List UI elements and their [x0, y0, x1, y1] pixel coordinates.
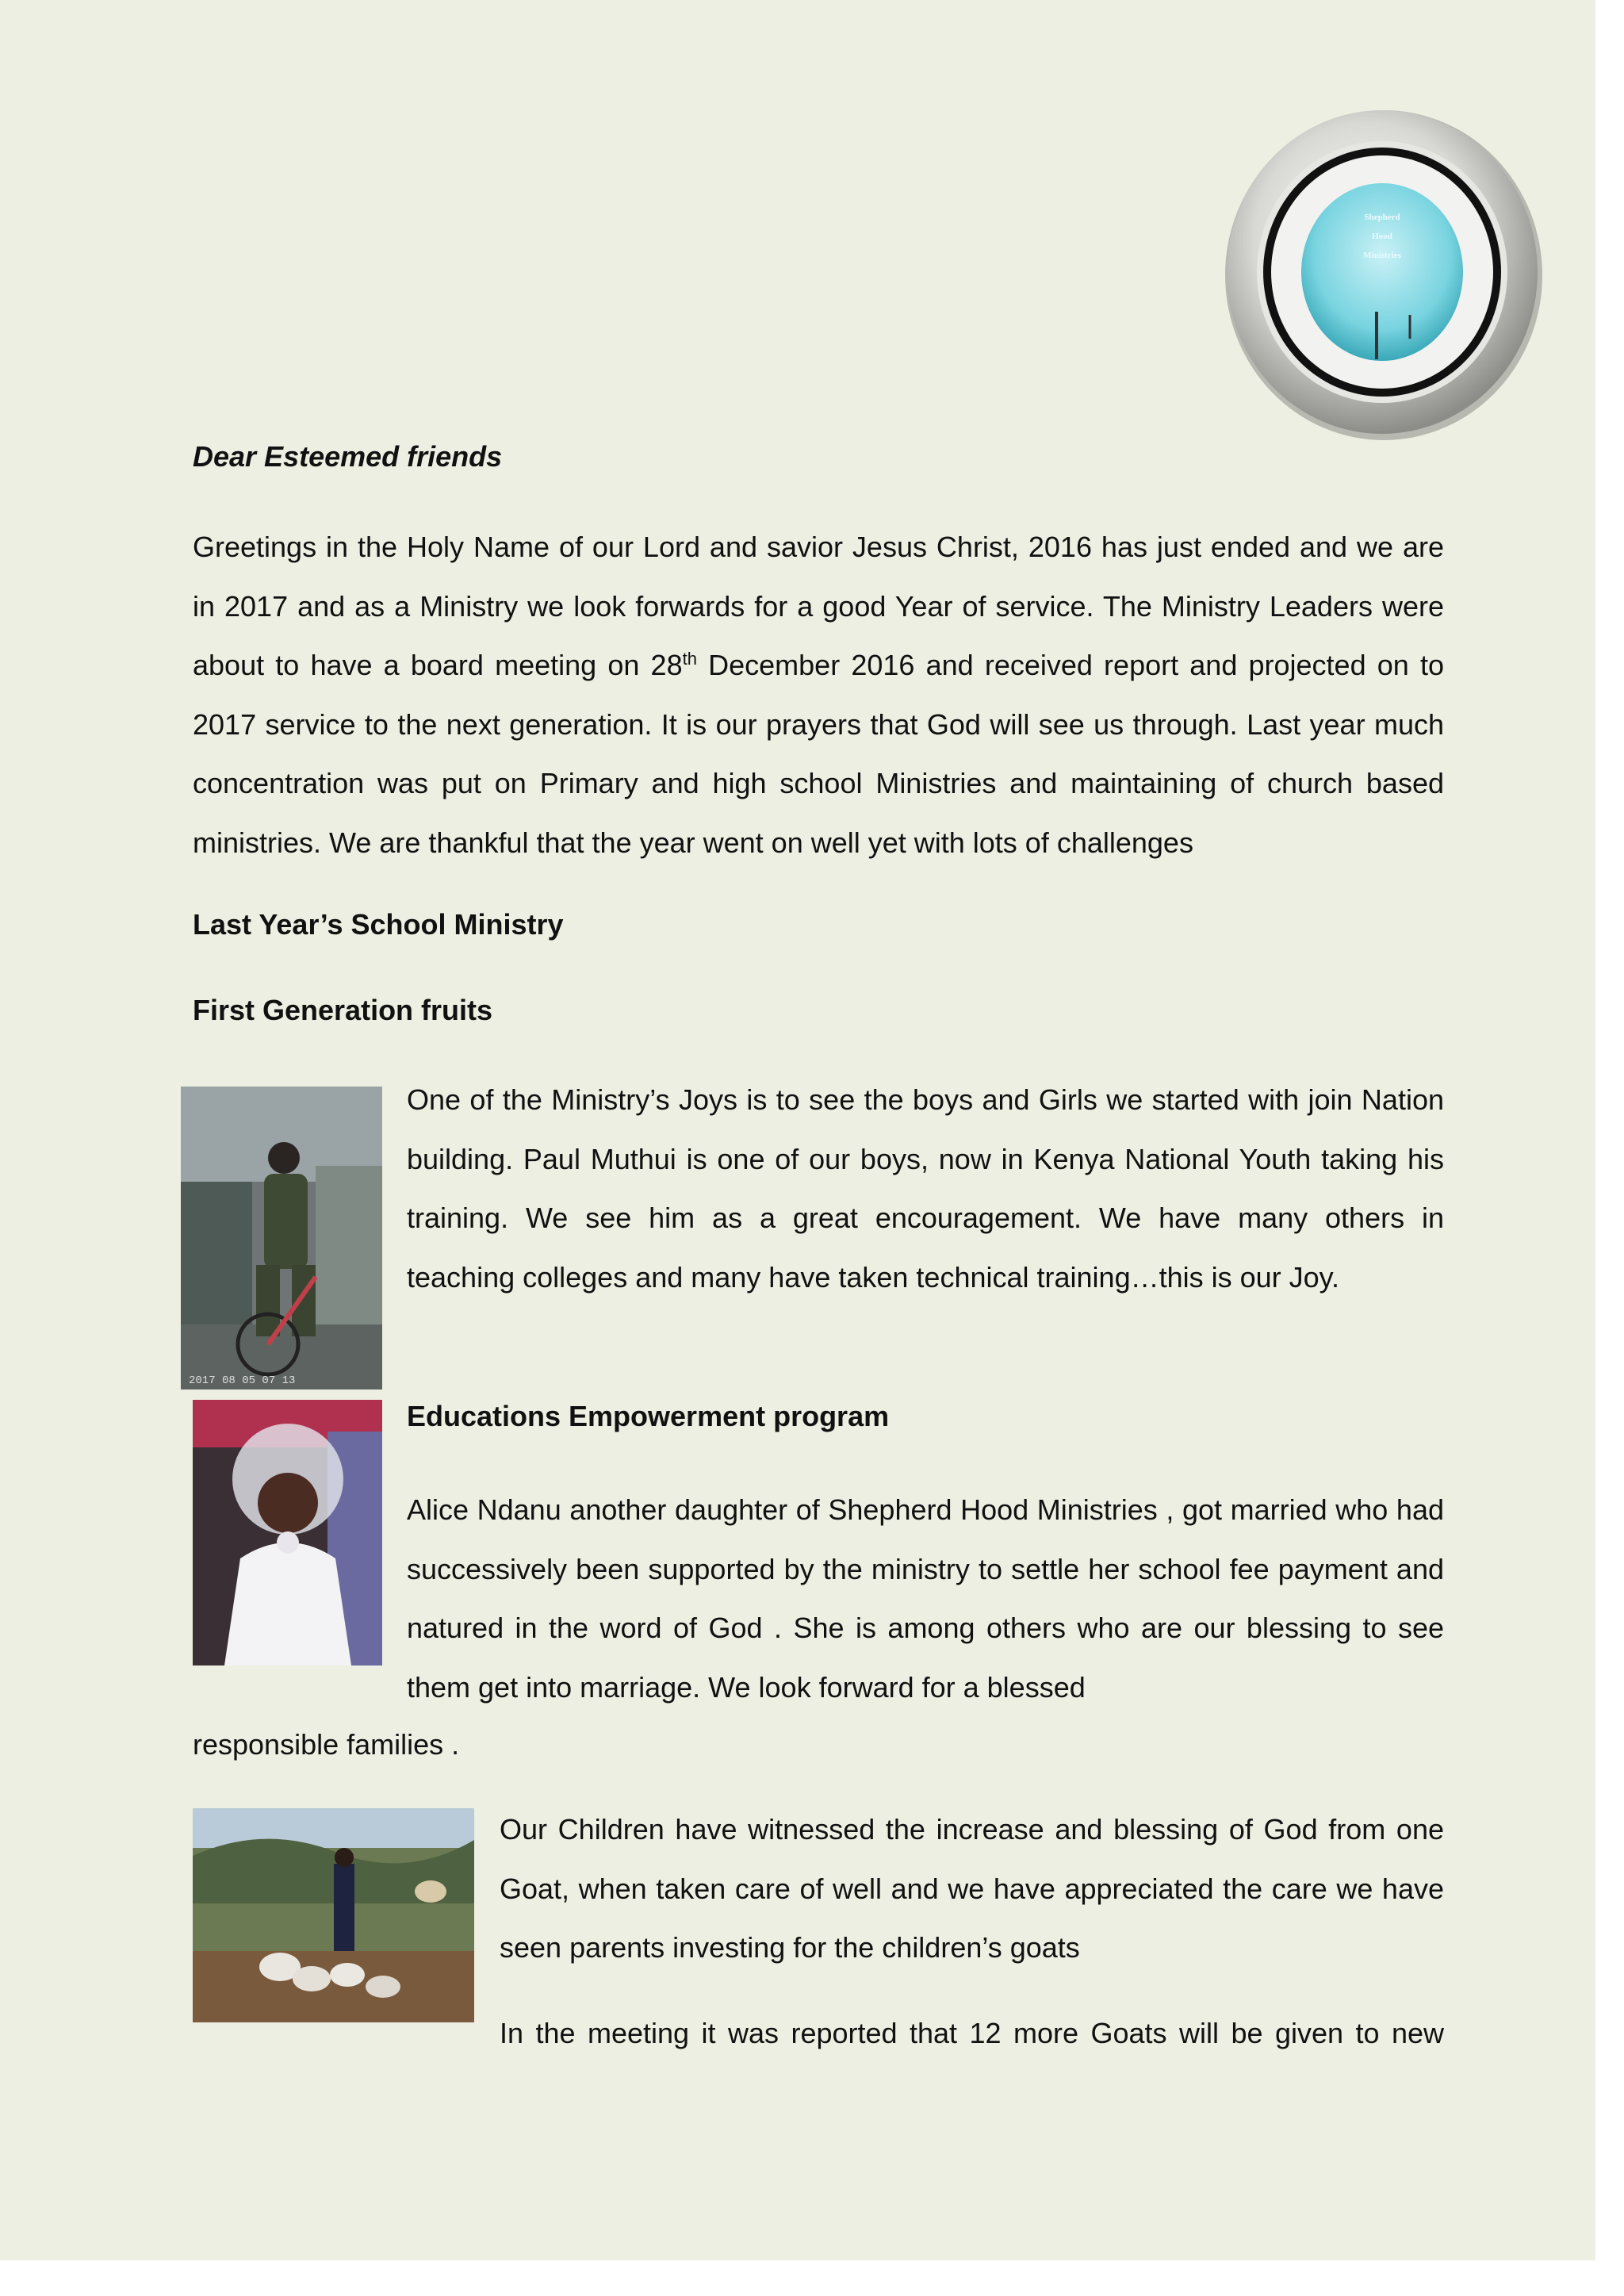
alice-paragraph: Alice Ndanu another daughter of Shepherd Hood Ministries , got married who had successively been supported by the ministry to settle her school fee payment and natured in the word of God . She is among others who are our blessing to see them get into marriage. We look forward for a blessed	[407, 1493, 1444, 1704]
intro-text-part1: Greetings in the Holy Name of our Lord and savior Jesus Christ, 2016 has just ended and we are in 2017 and as a Ministry we look forwards for a good Year of service. The Ministry Leaders were about to have a board meeting on 28	[193, 531, 1444, 681]
logo-graphic	[1221, 107, 1546, 444]
first-generation-paragraph: One of the Ministry’s Joys is to see the boys and Girls we started with join Nation building. Paul Muthui is one of our boys, now in Kenya National Youth taking his training. We see him as a great encouragement. We have many others in teaching colleges and many have taken technical training…this is our Joy.	[407, 1083, 1444, 1294]
photo1-timestamp: 2017 08 05 07 13	[189, 1374, 296, 1387]
education-heading: Educations Empowerment program	[407, 1400, 890, 1432]
first-generation-heading: First Generation fruits	[193, 994, 493, 1026]
photo-man-on-bicycle	[181, 1087, 382, 1389]
intro-paragraph	[193, 518, 1444, 872]
logo-text-2: Hood	[1372, 232, 1392, 241]
ministry-logo	[1221, 107, 1546, 444]
meeting-paragraph: In the meeting it was reported that 12 more Goats will be given to new	[500, 2017, 1444, 2049]
goats-paragraph: Our Children have witnessed the increase and blessing of God from one Goat, when taken care of well and we have appreciated the care we have seen parents investing for the children’s goats	[500, 1813, 1444, 1964]
logo-text-1: Shepherd	[1364, 213, 1400, 222]
salutation: Dear Esteemed friends	[193, 440, 503, 473]
photo-goats	[193, 1808, 474, 2022]
photo-bride	[193, 1400, 382, 1665]
logo-text-3: Ministries	[1363, 251, 1401, 260]
intro-superscript: th	[682, 649, 697, 669]
alice-paragraph-end: responsible families .	[193, 1728, 460, 1761]
school-ministry-heading: Last Year’s School Ministry	[193, 908, 564, 941]
intro-text-part2: December 2016 and received report and projected on to 2017 service to the next generation. It is our prayers that God will see us through. Last year much concentration was put on Primary and high school Ministries and maintaining of church based ministries. We are thankful that the year went on well yet with lots of challenges	[193, 649, 1444, 859]
